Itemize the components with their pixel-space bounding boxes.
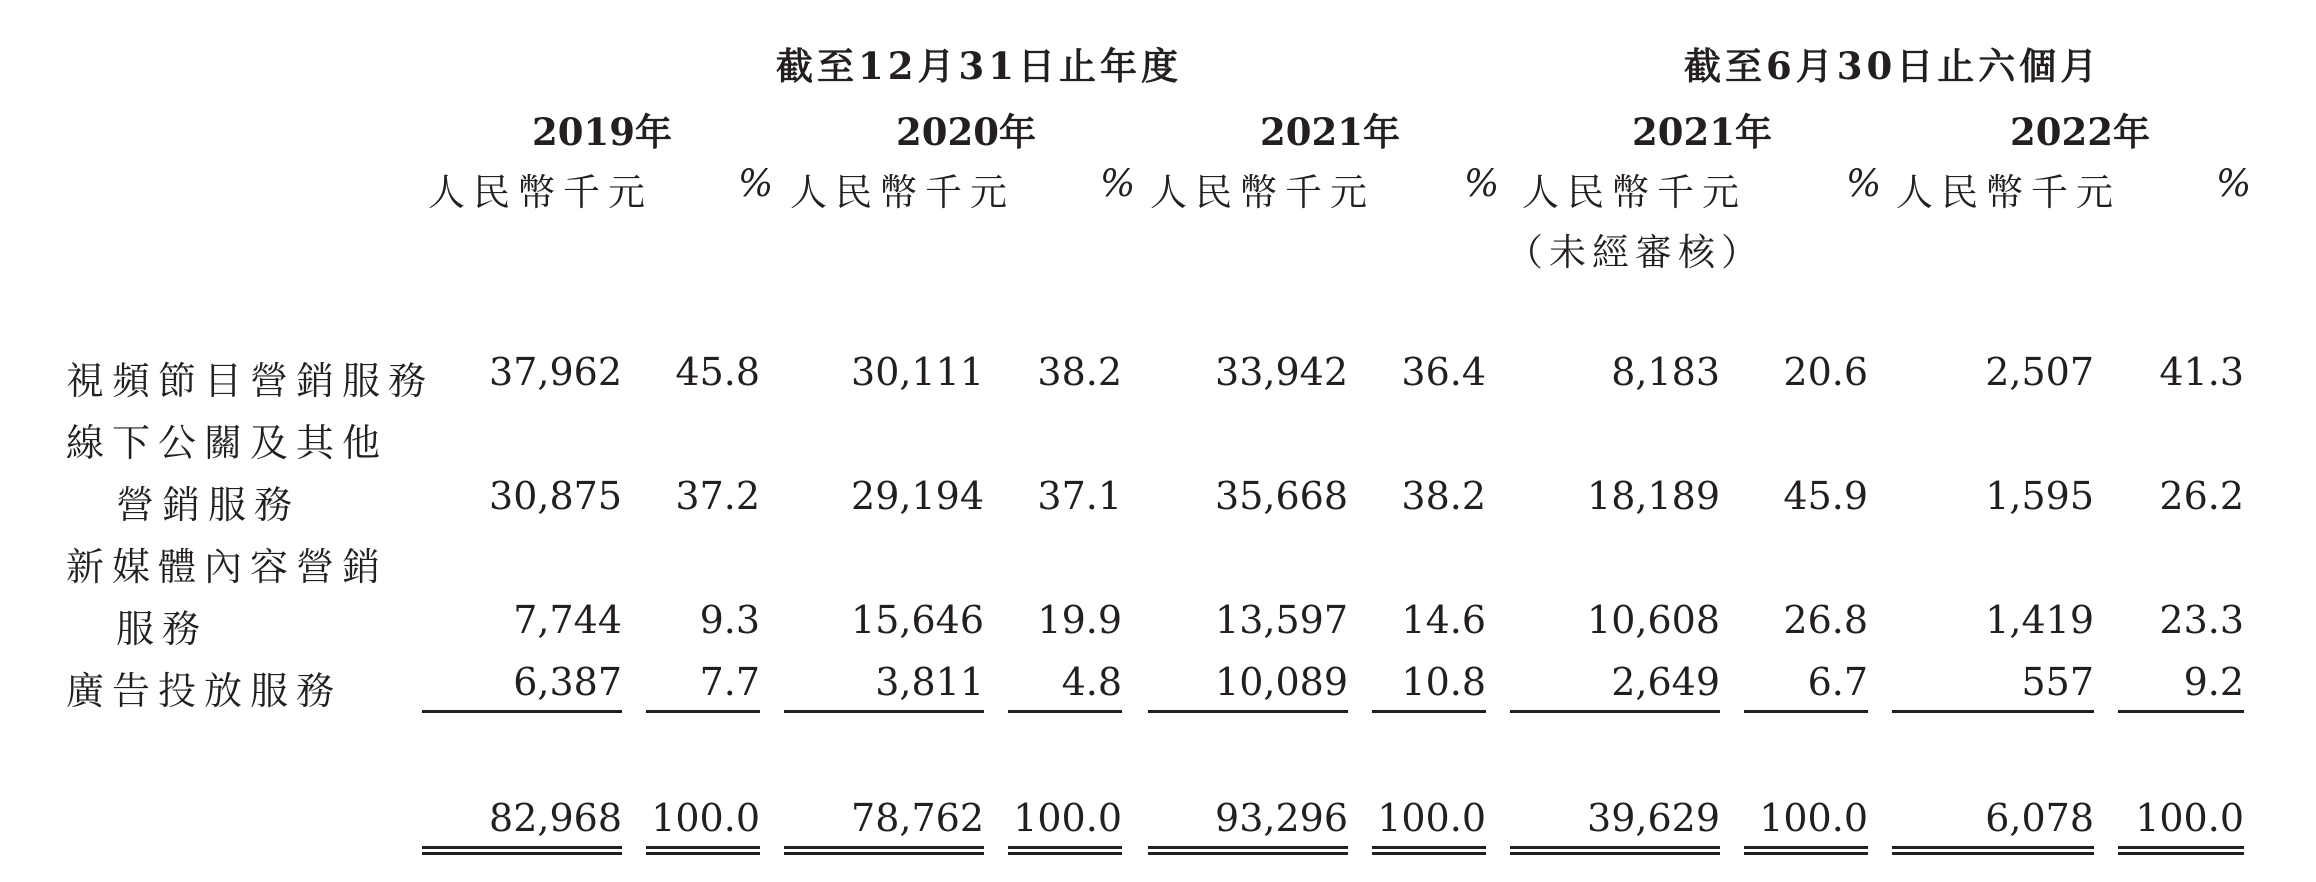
subtotal-rule-c4 [1148, 710, 1348, 713]
subtotal-rule-c1 [646, 710, 760, 713]
header-annual-period: 截至12月31日止年度 [776, 44, 1182, 88]
cell-r0-c3: 38.2 [1037, 350, 1122, 394]
cell-r0-c7: 20.6 [1783, 350, 1868, 394]
cell-r0-c9: 41.3 [2159, 350, 2244, 394]
cell-r1-c9: 26.2 [2159, 474, 2244, 518]
total-double-rule-c2 [784, 846, 984, 855]
row-label-new-media-line2: 服務 [116, 607, 209, 651]
total-c3: 100.0 [1013, 796, 1122, 840]
cell-r3-c3: 4.8 [1061, 660, 1122, 704]
cell-r3-c2: 3,811 [875, 660, 984, 704]
row-label-new-media-line1: 新媒體內容營銷 [66, 545, 389, 589]
cell-r3-c7: 6.7 [1807, 660, 1868, 704]
cell-r2-c1: 9.3 [699, 598, 760, 642]
total-c6: 39,629 [1587, 796, 1720, 840]
total-double-rule-c3 [1008, 846, 1122, 855]
subtotal-rule-c8 [1892, 710, 2094, 713]
cell-r1-c2: 29,194 [851, 474, 984, 518]
cell-r2-c3: 19.9 [1037, 598, 1122, 642]
total-double-rule-c8 [1892, 846, 2094, 855]
total-double-rule-c9 [2118, 846, 2244, 855]
subtotal-rule-c3 [1008, 710, 1122, 713]
total-double-rule-c0 [422, 846, 622, 855]
cell-r3-c1: 7.7 [699, 660, 760, 704]
total-c8: 6,078 [1985, 796, 2094, 840]
subtotal-rule-c5 [1372, 710, 1486, 713]
cell-r2-c5: 14.6 [1401, 598, 1486, 642]
cell-r1-c6: 18,189 [1587, 474, 1720, 518]
subtotal-rule-c2 [784, 710, 984, 713]
cell-r2-c2: 15,646 [851, 598, 984, 642]
header-unit-2020: 人民幣千元 [790, 171, 1015, 214]
cell-r1-c1: 37.2 [675, 474, 760, 518]
subtotal-rule-c6 [1510, 710, 1720, 713]
cell-r3-c0: 6,387 [513, 660, 622, 704]
row-label-video-program-marketing: 視頻節目營銷服務 [66, 359, 435, 403]
cell-r1-c7: 45.9 [1783, 474, 1868, 518]
cell-r3-c6: 2,649 [1611, 660, 1720, 704]
cell-r0-c1: 45.8 [675, 350, 760, 394]
header-pct-2019: % [738, 162, 774, 205]
total-double-rule-c4 [1148, 846, 1348, 855]
subtotal-rule-c7 [1744, 710, 1868, 713]
total-double-rule-c5 [1372, 846, 1486, 855]
total-double-rule-c7 [1744, 846, 1868, 855]
cell-r2-c4: 13,597 [1215, 598, 1348, 642]
cell-r1-c5: 38.2 [1401, 474, 1486, 518]
cell-r0-c2: 30,111 [851, 350, 984, 394]
cell-r2-c9: 23.3 [2159, 598, 2244, 642]
total-c4: 93,296 [1215, 796, 1348, 840]
cell-r3-c8: 557 [2021, 660, 2094, 704]
header-pct-2022: % [2216, 162, 2252, 205]
header-year-2021-annual: 2021年 [1260, 110, 1400, 154]
row-label-offline-pr-line2: 營銷服務 [116, 483, 301, 527]
total-c2: 78,762 [851, 796, 984, 840]
row-label-advertising-placement: 廣告投放服務 [66, 669, 343, 713]
cell-r1-c4: 35,668 [1215, 474, 1348, 518]
header-year-2022: 2022年 [2010, 110, 2150, 154]
total-double-rule-c6 [1510, 846, 1720, 855]
header-pct-2021-annual: % [1464, 162, 1500, 205]
cell-r0-c4: 33,942 [1215, 350, 1348, 394]
header-unit-2021-interim: 人民幣千元 [1522, 171, 1747, 214]
cell-r0-c8: 2,507 [1985, 350, 2094, 394]
cell-r2-c6: 10,608 [1587, 598, 1720, 642]
header-unit-2022: 人民幣千元 [1896, 171, 2121, 214]
cell-r3-c5: 10.8 [1401, 660, 1486, 704]
total-double-rule-c1 [646, 846, 760, 855]
header-unit-2019: 人民幣千元 [428, 171, 653, 214]
header-unaudited-note: （未經審核） [1506, 231, 1764, 274]
cell-r0-c5: 36.4 [1401, 350, 1486, 394]
header-interim-period: 截至6月30日止六個月 [1684, 44, 2102, 88]
header-pct-2021-interim: % [1846, 162, 1882, 205]
cell-r0-c0: 37,962 [489, 350, 622, 394]
total-c0: 82,968 [489, 796, 622, 840]
cell-r1-c8: 1,595 [1985, 474, 2094, 518]
header-year-2020: 2020年 [896, 110, 1036, 154]
header-year-2019: 2019年 [532, 110, 672, 154]
cell-r2-c0: 7,744 [513, 598, 622, 642]
header-unit-2021-annual: 人民幣千元 [1150, 171, 1375, 214]
cell-r3-c9: 9.2 [2183, 660, 2244, 704]
subtotal-rule-c9 [2118, 710, 2244, 713]
cell-r2-c8: 1,419 [1985, 598, 2094, 642]
row-label-offline-pr-line1: 線下公關及其他 [66, 421, 389, 465]
cell-r3-c4: 10,089 [1215, 660, 1348, 704]
cell-r1-c3: 37.1 [1037, 474, 1122, 518]
cell-r1-c0: 30,875 [489, 474, 622, 518]
header-year-2021-interim: 2021年 [1632, 110, 1772, 154]
total-c1: 100.0 [651, 796, 760, 840]
total-c7: 100.0 [1759, 796, 1868, 840]
cell-r2-c7: 26.8 [1783, 598, 1868, 642]
total-c5: 100.0 [1377, 796, 1486, 840]
total-c9: 100.0 [2135, 796, 2244, 840]
subtotal-rule-c0 [422, 710, 622, 713]
cell-r0-c6: 8,183 [1611, 350, 1720, 394]
header-pct-2020: % [1100, 162, 1136, 205]
